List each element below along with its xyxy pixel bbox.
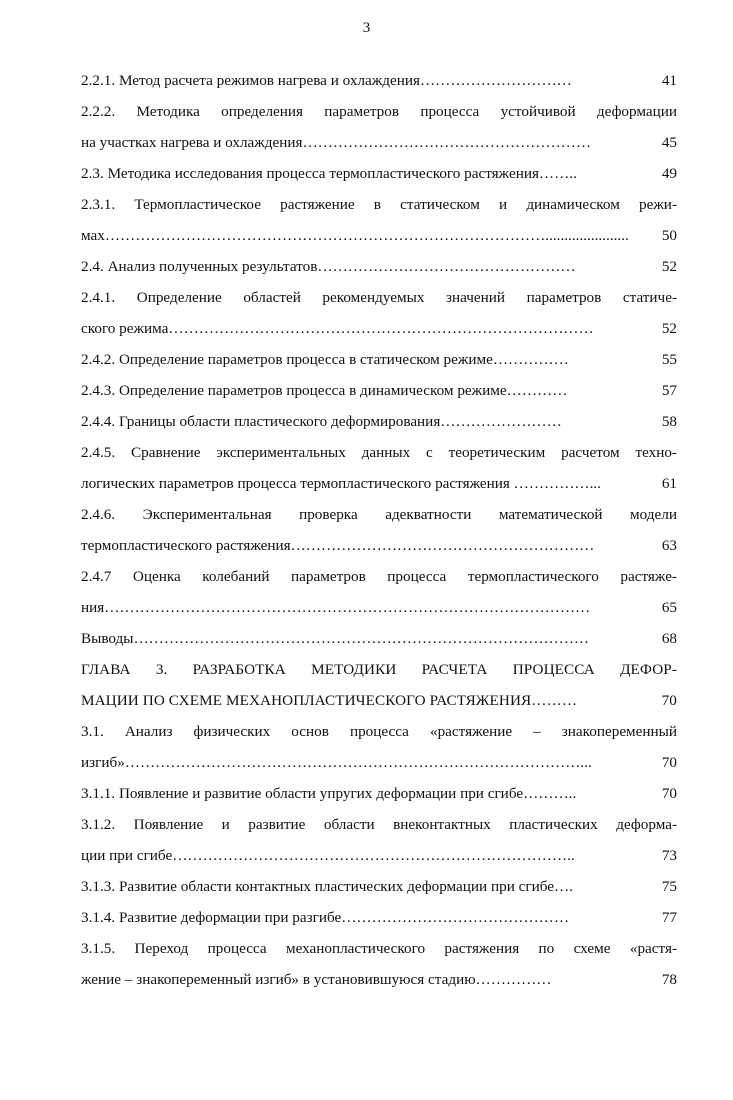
toc-entry-text: 3.1.5. Переход процесса механопластического растяжения по схеме «растя-	[81, 940, 677, 957]
toc-page-number: 78	[661, 971, 677, 988]
toc-entry-2-4-1-cont	[81, 318, 677, 349]
toc-entry-3-1-2	[81, 814, 677, 845]
toc-entry-3-1-4	[81, 907, 677, 938]
toc-entry-text: 3.1. Анализ физических основ процесса «растяжение – знакопеременный	[81, 723, 677, 740]
page-number: 3	[362, 20, 371, 36]
toc-entry-text: ния……………………………………………………………………………………	[81, 599, 591, 616]
toc-page-number: 70	[661, 785, 677, 802]
toc-page-number: 75	[661, 878, 677, 895]
toc-entry-text: 2.2.1. Метод расчета режимов нагрева и охлаждения…………………………	[81, 72, 572, 89]
toc-entry-3-1-1	[81, 783, 677, 814]
toc-entry-2-2-2	[81, 101, 677, 132]
toc-entry-text: жение – знакопеременный изгиб» в установившуюся стадию……………	[81, 971, 552, 988]
toc-entry-text: ции при сгибе……………………………………………………………………..	[81, 847, 575, 864]
toc-entry-text: 2.4.6. Экспериментальная проверка адекватности математической модели	[81, 506, 677, 523]
toc-page-number: 61	[661, 475, 677, 492]
toc-page-number: 65	[661, 599, 677, 616]
toc-entry-text: 3.1.2. Появление и развитие области внеконтактных пластических деформа-	[81, 816, 677, 833]
toc-page-number: 57	[661, 382, 677, 399]
toc-entry-text: Выводы………………………………………………………………………………	[81, 630, 590, 647]
toc-entry-text: 2.4.3. Определение параметров процесса в динамическом режиме…………	[81, 382, 568, 399]
toc-page-number: 77	[661, 909, 677, 926]
toc-page-number: 70	[661, 754, 677, 771]
toc-entry-text: 2.3. Методика исследования процесса термопластического растяжения……..	[81, 165, 577, 182]
toc-entry-2-4-7-cont	[81, 597, 677, 628]
toc-chapter-3-cont	[81, 690, 677, 721]
toc-entry-text: 2.2.2. Методика определения параметров процесса устойчивой деформации	[81, 103, 677, 120]
toc-entry-2-3	[81, 163, 677, 194]
toc-page-number: 73	[661, 847, 677, 864]
toc-entry-2-4-5	[81, 442, 677, 473]
toc-entry-2-4-5-cont	[81, 473, 677, 504]
toc-entry-2-2-1	[81, 70, 677, 101]
toc-entry-text: 2.4.7 Оценка колебаний параметров процесса термопластического растяже-	[81, 568, 677, 585]
toc-entry-text: ского режима…………………………………………………………………………	[81, 320, 594, 337]
toc-page-number: 45	[661, 134, 677, 151]
toc-entry-text: ГЛАВА 3. РАЗРАБОТКА МЕТОДИКИ РАСЧЕТА ПРОЦЕССА ДЕФОР-	[81, 661, 677, 678]
toc-page-number: 52	[661, 258, 677, 275]
toc-entry-3-1-cont	[81, 752, 677, 783]
toc-entry-text: 2.4.5. Сравнение экспериментальных данных с теоретическим расчетом техно-	[81, 444, 677, 461]
toc-entry-text: термопластического растяжения……………………………………………………	[81, 537, 595, 554]
toc-page-number: 70	[661, 692, 677, 709]
toc-chapter-3	[81, 659, 677, 690]
toc-entry-text: 2.4. Анализ полученных результатов……………………………………………	[81, 258, 576, 275]
toc-page-number: 58	[661, 413, 677, 430]
toc-entry-2-2-2-cont	[81, 132, 677, 163]
toc-entry-3-1-2-cont	[81, 845, 677, 876]
toc-entry-text: 3.1.3. Развитие области контактных пластических деформации при сгибе….	[81, 878, 573, 895]
toc-entry-2-4-6	[81, 504, 677, 535]
toc-page-number: 50	[661, 227, 677, 244]
toc-entry-3-1	[81, 721, 677, 752]
toc-entry-text: изгиб»………………………………………………………………………………...	[81, 754, 592, 771]
toc-page-number: 52	[661, 320, 677, 337]
toc-entry-3-1-5	[81, 938, 677, 969]
toc-entry-2-4-7	[81, 566, 677, 597]
toc-entry-text: 2.4.2. Определение параметров процесса в статическом режиме……………	[81, 351, 569, 368]
toc-entry-text: на участках нагрева и охлаждения…………………………………………………	[81, 134, 592, 151]
toc-entry-2-4-2	[81, 349, 677, 380]
table-of-contents	[81, 70, 677, 1000]
toc-entry-text: логических параметров процесса термопластического растяжения ……………...	[81, 475, 601, 492]
toc-entry-text: 2.4.4. Границы области пластического деформирования……………………	[81, 413, 562, 430]
toc-entry-text: 3.1.4. Развитие деформации при разгибе………………………………………	[81, 909, 570, 926]
toc-entry-text: 2.3.1. Термопластическое растяжение в статическом и динамическом режи-	[81, 196, 677, 213]
toc-entry-2-4	[81, 256, 677, 287]
toc-entry-2-4-1	[81, 287, 677, 318]
toc-entry-2-3-1-cont	[81, 225, 677, 256]
toc-entry-text: МАЦИИ ПО СХЕМЕ МЕХАНОПЛАСТИЧЕСКОГО РАСТЯЖЕНИЯ………	[81, 692, 578, 709]
toc-entry-conclusions	[81, 628, 677, 659]
toc-page-number: 63	[661, 537, 677, 554]
toc-page-number: 49	[661, 165, 677, 182]
toc-entry-3-1-5-cont	[81, 969, 677, 1000]
toc-page-number: 68	[661, 630, 677, 647]
toc-entry-2-4-4	[81, 411, 677, 442]
toc-entry-2-3-1	[81, 194, 677, 225]
toc-entry-text: 3.1.1. Появление и развитие области упругих деформации при сгибе………..	[81, 785, 577, 802]
toc-entry-text: мах……………………………………………………………………………......................	[81, 227, 629, 244]
toc-page-number: 41	[661, 72, 677, 89]
toc-entry-text: 2.4.1. Определение областей рекомендуемых значений параметров статиче-	[81, 289, 677, 306]
toc-page-number: 55	[661, 351, 677, 368]
toc-entry-3-1-3	[81, 876, 677, 907]
toc-entry-2-4-3	[81, 380, 677, 411]
toc-entry-2-4-6-cont	[81, 535, 677, 566]
